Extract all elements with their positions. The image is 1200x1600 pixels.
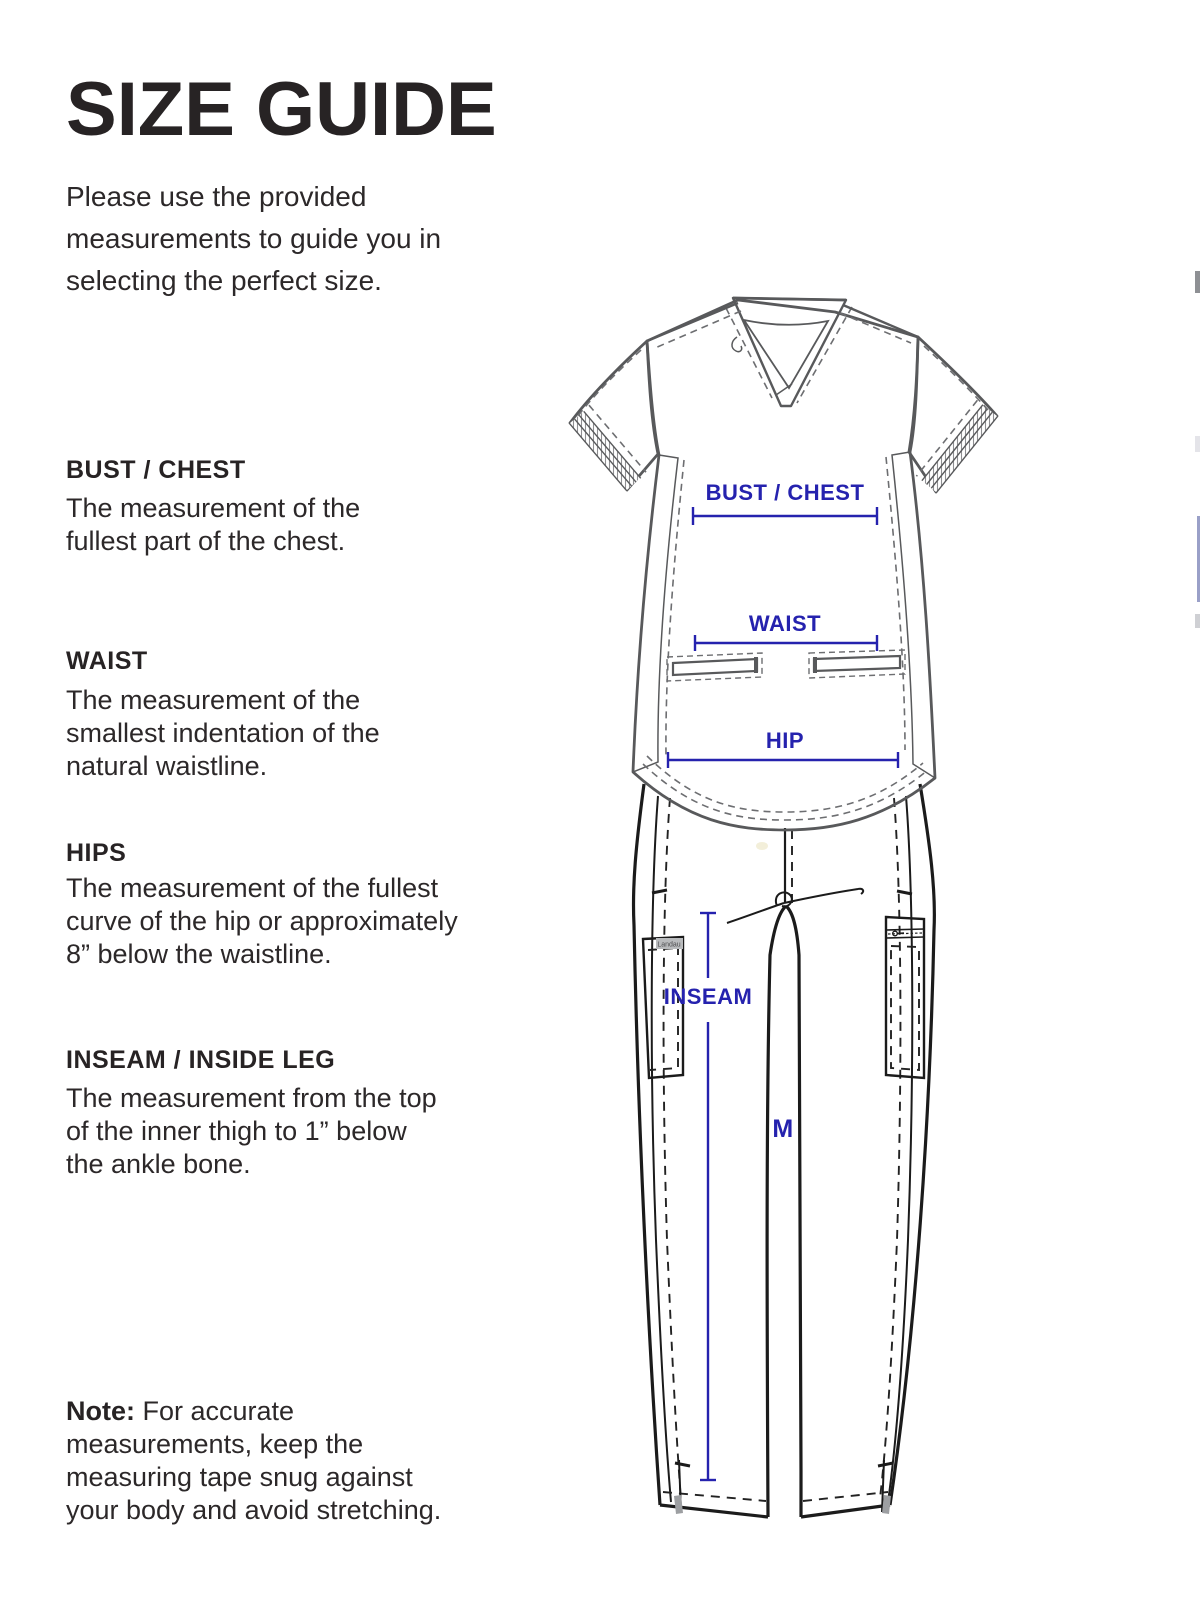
right-side-stitch (886, 457, 905, 750)
section-inseam-heading: INSEAM / INSIDE LEG (66, 1046, 336, 1074)
right-side-rib-panel (892, 452, 935, 778)
section-bust-body: The measurement of the fullest part of the chest. (66, 493, 361, 556)
section-hips-body: The measurement of the fullest curve of the hip or approximately 8” below the waistline. (66, 873, 458, 969)
left-cuff (570, 405, 646, 490)
note-body: For accurate measurements, keep the measuring tape snug against your body and avoid stretching. (66, 1396, 442, 1525)
section-waist-body: The measurement of the smallest indentation of the natural waistline. (66, 685, 380, 781)
section-hips-heading: HIPS (66, 839, 127, 867)
pants-right-inner-edge (786, 906, 801, 1517)
scrub-pants-drawing (633, 771, 934, 1518)
inseam-measure-label: INSEAM (663, 984, 753, 1009)
section-inseam-body: The measurement from the top of the inner thigh to 1” below the ankle bone. (66, 1083, 437, 1179)
pants-left-inner-edge (767, 906, 786, 1517)
size-marker-label: M (772, 1115, 794, 1143)
collar-top-edge (733, 298, 846, 300)
hip-measure-label: HIP (765, 728, 805, 753)
page-title: SIZE GUIDE (66, 67, 497, 152)
intro-text: Please use the provided measurements to guide you in selecting the perfect size. (66, 181, 442, 296)
note-label: Note: (66, 1396, 135, 1426)
fabric-speck (756, 842, 768, 850)
page-edge-artifacts (1195, 271, 1200, 628)
right-cuff (916, 400, 997, 492)
collar-crossover (776, 384, 792, 395)
left-welt-pocket (667, 653, 762, 681)
section-bust-heading: BUST / CHEST (66, 456, 246, 484)
waist-measure-label: WAIST (748, 611, 822, 636)
hanger-loop-icon (732, 337, 742, 352)
right-welt-pocket (809, 650, 905, 678)
left-side-stitch (666, 460, 684, 755)
left-sleeve-stitch (578, 350, 641, 416)
brand-tag-label: Landau (657, 941, 681, 949)
left-shoulder-seam (647, 303, 738, 341)
waist-measurement (695, 611, 877, 651)
right-shoulder-seam (843, 305, 918, 337)
left-side-rib-panel (633, 455, 678, 772)
bust-measurement (693, 480, 877, 525)
right-sleeve-stitch (924, 346, 988, 410)
v-neck-collar (726, 298, 852, 406)
bust-measure-label: BUST / CHEST (705, 480, 865, 505)
hip-measurement (668, 728, 898, 768)
section-waist-heading: WAIST (66, 647, 148, 675)
